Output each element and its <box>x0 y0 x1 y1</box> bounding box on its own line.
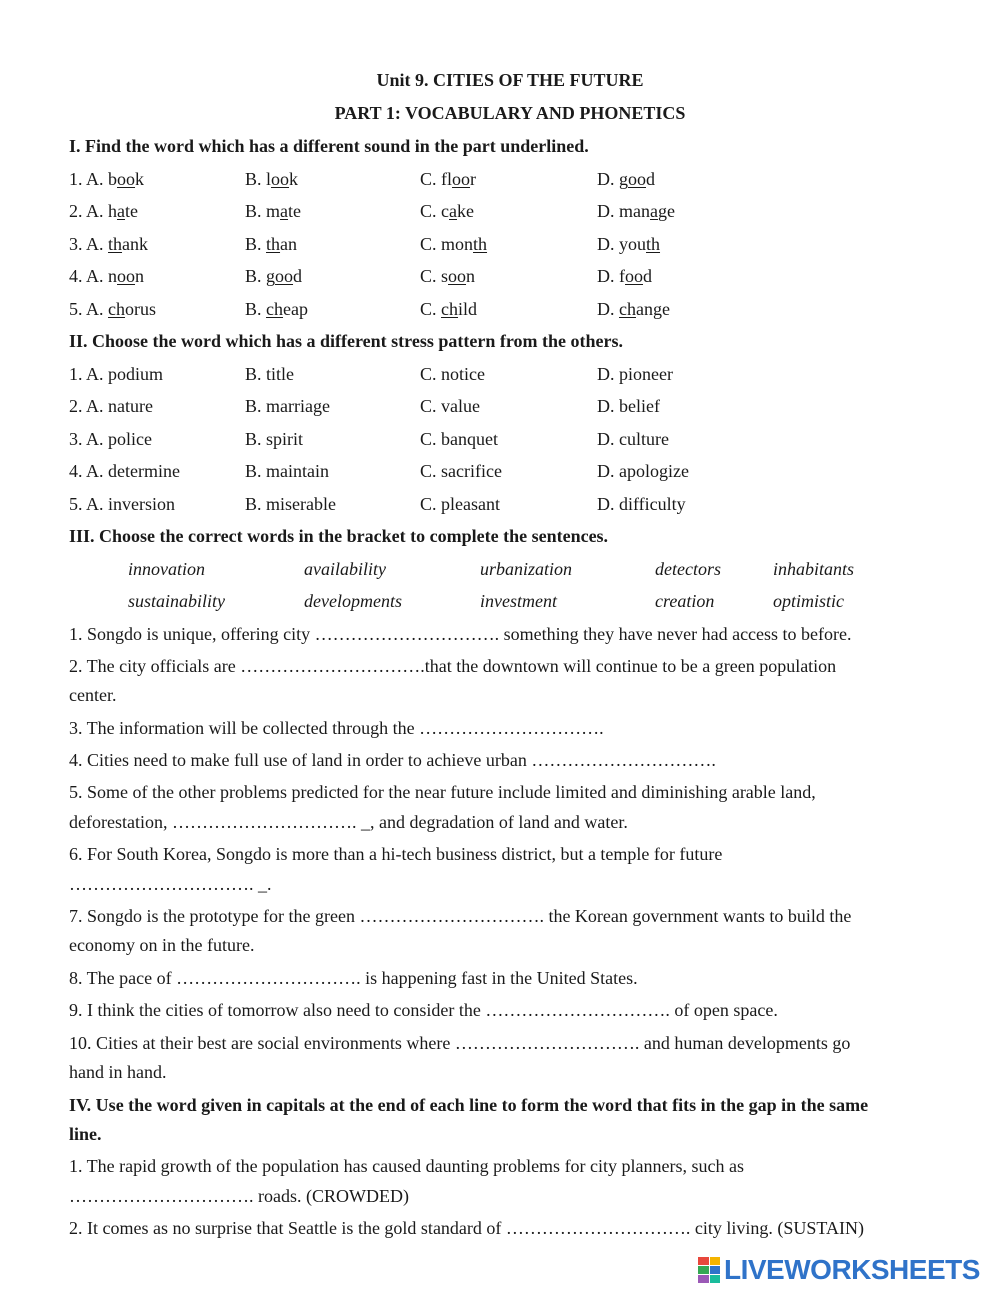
section-4-heading-cont: line. <box>69 1124 102 1144</box>
logo-block <box>698 1275 709 1283</box>
option-b: B. good <box>245 266 303 286</box>
sentence-line: 2. It comes as no surprise that Seattle is the gold standard of …………………………. city living. (SUSTAIN) <box>69 1218 864 1238</box>
logo-block <box>698 1257 709 1265</box>
option-d: D. difficulty <box>597 494 686 514</box>
sentence-line: 7. Songdo is the prototype for the green …………………………. the Korean government wants to build the <box>69 906 852 926</box>
option-c: C. month <box>420 234 488 254</box>
sentence-line: hand in hand. <box>69 1062 167 1082</box>
sentence-line: 5. Some of the other problems predicted for the near future include limited and diminishing arable land, <box>69 782 816 802</box>
word-bank-item: optimistic <box>773 591 844 611</box>
option-d: D. good <box>597 169 655 189</box>
sentence-line: 3. The information will be collected through the …………………………. <box>69 718 604 738</box>
option-d: D. apologize <box>597 461 689 481</box>
sentence-line: 1. The rapid growth of the population has caused daunting problems for city planners, such as <box>69 1156 745 1176</box>
option-b: B. mate <box>245 201 302 221</box>
logo-text: LIVEWORKSHEETS <box>724 1254 980 1285</box>
sentence-line: 6. For South Korea, Songdo is more than a hi-tech business district, but a temple for future <box>69 844 723 864</box>
option-c: C. soon <box>420 266 476 286</box>
option-b: B. spirit <box>245 429 304 449</box>
word-bank-item: detectors <box>655 559 721 579</box>
option-d: D. belief <box>597 396 660 416</box>
sentence-line: 4. Cities need to make full use of land in order to achieve urban …………………………. <box>69 750 716 770</box>
option-c: C. value <box>420 396 480 416</box>
word-bank-item: developments <box>304 591 402 611</box>
option-c: C. floor <box>420 169 477 189</box>
sentence-line: 8. The pace of …………………………. is happening fast in the United States. <box>69 968 638 988</box>
page-title: Unit 9. CITIES OF THE FUTURE <box>376 70 644 90</box>
option-b: B. marriage <box>245 396 330 416</box>
option-a: 5. A. inversion <box>69 494 175 514</box>
sentence-line: 9. I think the cities of tomorrow also need to consider the …………………………. of open space. <box>69 1000 778 1020</box>
option-a: 3. A. thank <box>69 234 149 254</box>
sentence-line: …………………………. roads. (CROWDED) <box>69 1186 409 1206</box>
word-bank-item: sustainability <box>128 591 226 611</box>
option-a: 4. A. noon <box>69 266 145 286</box>
word-bank-item: availability <box>304 559 386 579</box>
word-bank-item: creation <box>655 591 715 611</box>
option-c: C. cake <box>420 201 474 221</box>
logo-block <box>710 1266 721 1274</box>
option-c: C. banquet <box>420 429 498 449</box>
option-d: D. manage <box>597 201 675 221</box>
page-subtitle: PART 1: VOCABULARY AND PHONETICS <box>334 103 686 123</box>
option-d: D. pioneer <box>597 364 673 384</box>
option-c: C. notice <box>420 364 485 384</box>
word-bank-item: urbanization <box>480 559 573 579</box>
option-c: C. sacrifice <box>420 461 502 481</box>
option-b: B. look <box>245 169 299 189</box>
option-d: D. change <box>597 299 670 319</box>
option-b: B. miserable <box>245 494 336 514</box>
option-b: B. cheap <box>245 299 308 319</box>
option-a: 3. A. police <box>69 429 152 449</box>
section-1-heading: I. Find the word which has a different sound in the part underlined. <box>69 136 589 156</box>
option-b: B. title <box>245 364 294 384</box>
option-a: 4. A. determine <box>69 461 180 481</box>
sentence-line: 2. The city officials are ………………………….that the downtown will continue to be a green population <box>69 656 837 676</box>
section-4-heading: IV. Use the word given in capitals at the end of each line to form the word that fits in the gap in the same <box>69 1095 869 1115</box>
option-a: 2. A. nature <box>69 396 153 416</box>
logo-block <box>710 1275 721 1283</box>
logo-block <box>710 1257 721 1265</box>
sentence-line: 10. Cities at their best are social environments where …………………………. and human developments go <box>69 1033 851 1053</box>
option-c: C. child <box>420 299 478 319</box>
section-2-heading: II. Choose the word which has a different stress pattern from the others. <box>69 331 623 351</box>
section-3-heading: III. Choose the correct words in the bracket to complete the sentences. <box>69 526 609 546</box>
sentence-line: center. <box>69 685 117 705</box>
option-d: D. culture <box>597 429 669 449</box>
option-d: D. youth <box>597 234 661 254</box>
sentence-line: …………………………. _. <box>69 874 272 894</box>
option-b: B. maintain <box>245 461 329 481</box>
logo-mark-icon <box>698 1257 720 1283</box>
option-a: 1. A. book <box>69 169 145 189</box>
option-d: D. food <box>597 266 652 286</box>
word-bank-item: investment <box>480 591 557 611</box>
liveworksheets-logo[interactable] <box>698 1256 980 1284</box>
logo-block <box>698 1266 709 1274</box>
word-bank-item: inhabitants <box>773 559 855 579</box>
option-a: 1. A. podium <box>69 364 164 384</box>
sentence-line: economy on in the future. <box>69 935 255 955</box>
word-bank-item: innovation <box>128 559 205 579</box>
sentence-line: 1. Songdo is unique, offering city …………………………. something they have never had access to before. <box>69 624 852 644</box>
option-a: 2. A. hate <box>69 201 139 221</box>
option-a: 5. A. chorus <box>69 299 157 319</box>
option-b: B. than <box>245 234 298 254</box>
option-c: C. pleasant <box>420 494 500 514</box>
sentence-line: deforestation, …………………………. _, and degradation of land and water. <box>69 812 628 832</box>
